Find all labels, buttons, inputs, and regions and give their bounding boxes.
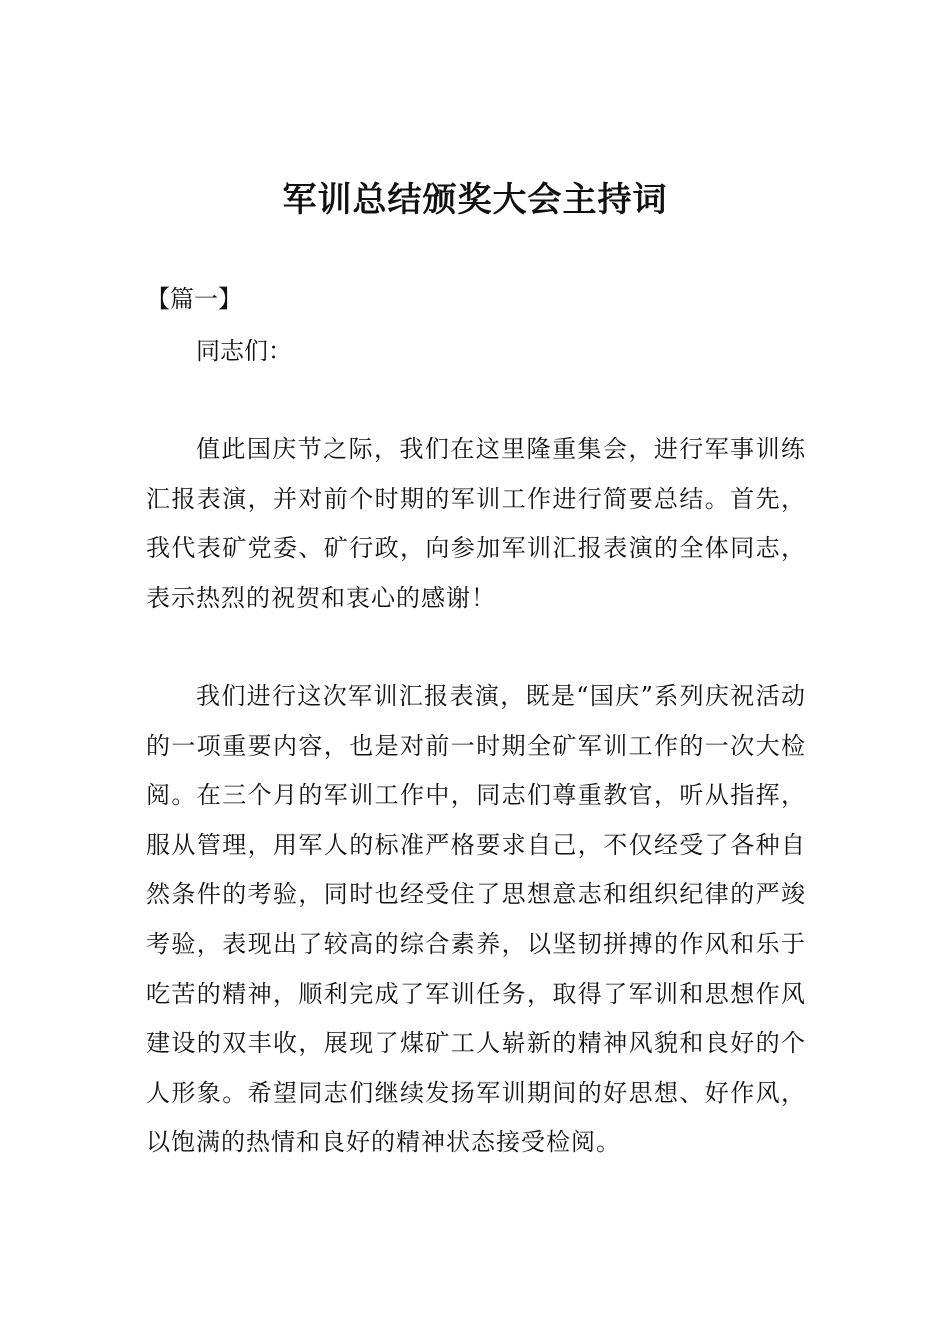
salutation: 同志们： [196,337,292,365]
paragraph-2: 我们进行这次军训汇报表演，既是“国庆”系列庆祝活动的一项重要内容，也是对前一时期全矿军训工作的一次大检阅。在三个月的军训工作中，同志们尊重教官，听从指挥，服从管理，用军人的标准严格要求自己，不仅经受了各种自然条件的考验，同时也经受住了思想意志和组织纪律的严竣考验，表现出了较高的综合素养，以坚韧拼搏的作风和乐于吃苦的精神，顺利完成了军训任务，取得了军训和思想作风建设的双丰收，展现了煤矿工人崭新的精神风貌和良好的个人形象。希望同志们继续发扬军训期间的好思想、好作风，以饱满的热情和良好的精神状态接受检阅。 [146,682,806,1157]
section-label: 【篇一】 [146,285,242,313]
document-title: 军训总结颁奖大会主持词 [282,180,668,220]
paragraph-1: 值此国庆节之际，我们在这里隆重集会，进行军事训练汇报表演，并对前个时期的军训工作进行简要总结。首先，我代表矿党委、矿行政，向参加军训汇报表演的全体同志，表示热烈的祝贺和衷心的感谢！ [146,435,806,612]
